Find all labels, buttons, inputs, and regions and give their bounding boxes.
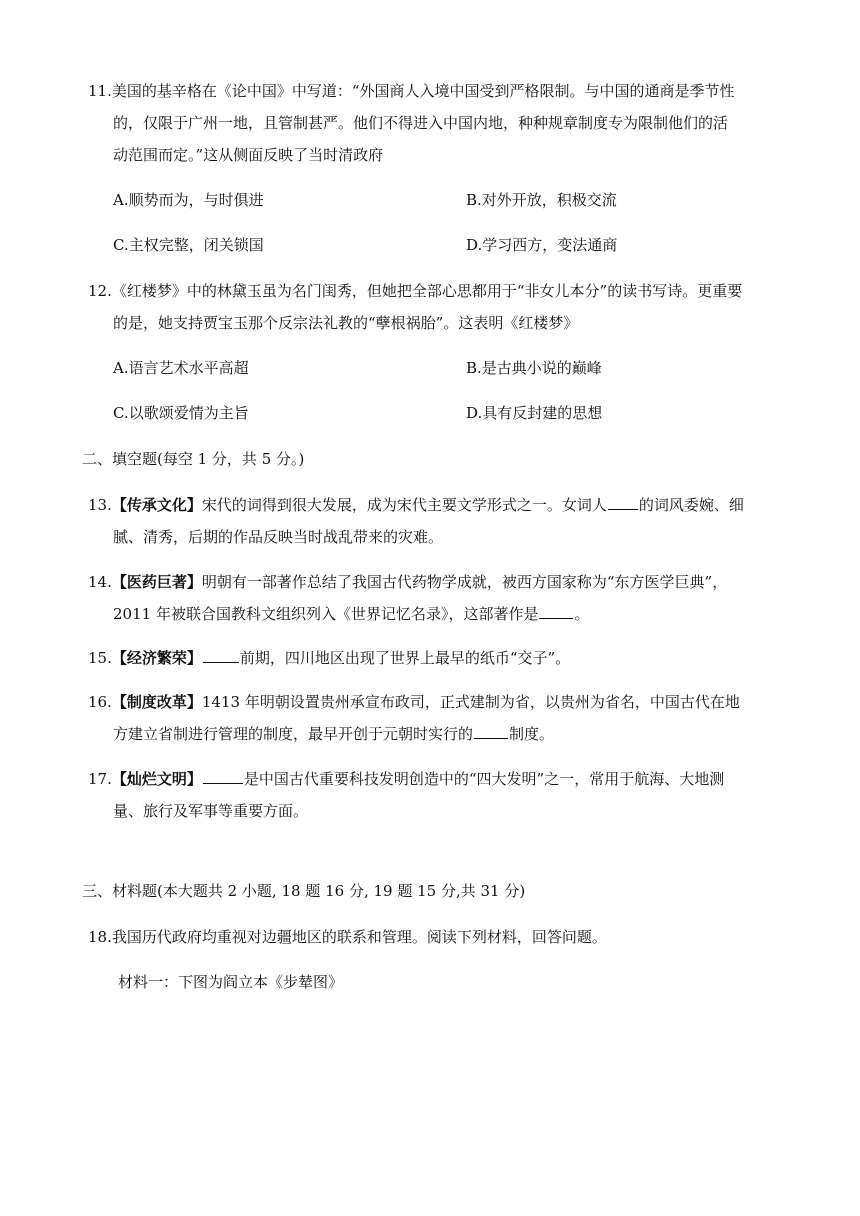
q15-line [88,647,570,669]
q11-stem-line-2: 的，仅限于广州一地，且管制甚严。他们不得进入中国内地，种种规章制度专为限制他们的活 [113,114,729,132]
q13-line-1 [88,494,744,516]
q14-line-2 [113,603,589,625]
q17-line-2: 量、旅行及军事等重要方面。 [113,802,309,820]
q13-answer-blank[interactable] [608,495,638,510]
q14-line-1 [88,571,727,593]
q14-number: 14. [88,573,112,591]
q16-text: 1413 年明朝设置贵州承宣布政司，正式建制为省，以贵州为省名，中国古代在地 [201,693,740,711]
q12-option-a: A.语言艺术水平高超 [113,359,249,377]
q14-tag: 【医药巨著】 [111,573,202,591]
q17-answer-blank[interactable] [203,769,243,784]
q13-line-2: 腻、清秀，后期的作品反映当时战乱带来的灾难。 [113,528,444,546]
q16-end: 制度。 [509,725,555,743]
q13-tag: 【传承文化】 [111,496,202,514]
q13-text-before: 宋代的词得到很大发展，成为宋代主要文学形式之一。女词人 [201,496,607,514]
q13-text-after: 的词风委婉、细 [638,496,744,514]
q16-number: 16. [88,693,112,711]
q18-stem: 18.我国历代政府均重视对边疆地区的联系和管理。阅读下列材料，回答问题。 [88,928,607,946]
q16-text-line-2: 方建立省制进行管理的制度，最早开创于元朝时实行的 [113,725,474,743]
section-2-heading: 二、填空题(每空 1 分，共 5 分。) [82,450,305,468]
q16-tag: 【制度改革】 [111,693,202,711]
q12-option-b: B.是古典小说的巅峰 [466,359,602,377]
q17-number: 17. [88,770,112,788]
q17-text-after: 是中国古代重要科技发明创造中的“四大发明”之一，常用于航海、大地测 [243,770,725,788]
q16-line-1 [88,691,740,713]
q18-material-1: 材料一：下图为阎立本《步辇图》 [118,973,344,991]
q11-option-b: B.对外开放，积极交流 [466,191,617,209]
section-3-heading: 三、材料题(本大题共 2 小题, 18 题 16 分, 19 题 15 分,共 31 分) [82,882,526,900]
q12-option-d: D.具有反封建的思想 [466,404,603,422]
q14-answer-blank[interactable] [539,604,573,619]
q16-line-2 [113,723,554,745]
q12-stem-line-2: 的是，她支持贾宝玉那个反宗法礼教的“孽根祸胎”。这表明《红楼梦》 [113,314,579,332]
q14-text: 明朝有一部著作总结了我国古代药物学成就，被西方国家称为“东方医学巨典”， [201,573,728,591]
q11-stem-line-1: 11.美国的基辛格在《论中国》中写道：“外国商人入境中国受到严格限制。与中国的通商是季节性 [88,82,735,100]
q11-option-c: C.主权完整，闭关锁国 [113,236,264,254]
q14-text-line-2: 2011 年被联合国教科文组织列入《世界记忆名录》，这部著作是 [113,605,539,623]
q15-tag: 【经济繁荣】 [111,649,202,667]
q17-tag: 【灿烂文明】 [111,770,202,788]
q11-stem-line-3: 动范围而定。”这从侧面反映了当时清政府 [113,146,384,164]
q15-number: 15. [88,649,112,667]
q15-text-after: 前期，四川地区出现了世界上最早的纸币“交子”。 [239,649,571,667]
q12-stem-line-1: 12.《红楼梦》中的林黛玉虽为名门闺秀，但她把全部心思都用于“非女儿本分”的读书写诗。更重要 [88,282,743,300]
q11-option-d: D.学习西方，变法通商 [466,236,618,254]
q15-answer-blank[interactable] [203,648,239,663]
q14-end: 。 [574,605,590,623]
q16-answer-blank[interactable] [474,724,508,739]
q13-number: 13. [88,496,112,514]
q11-option-a: A.顺势而为，与时俱进 [113,191,264,209]
q12-option-c: C.以歌颂爱情为主旨 [113,404,249,422]
q17-line-1 [88,768,724,790]
